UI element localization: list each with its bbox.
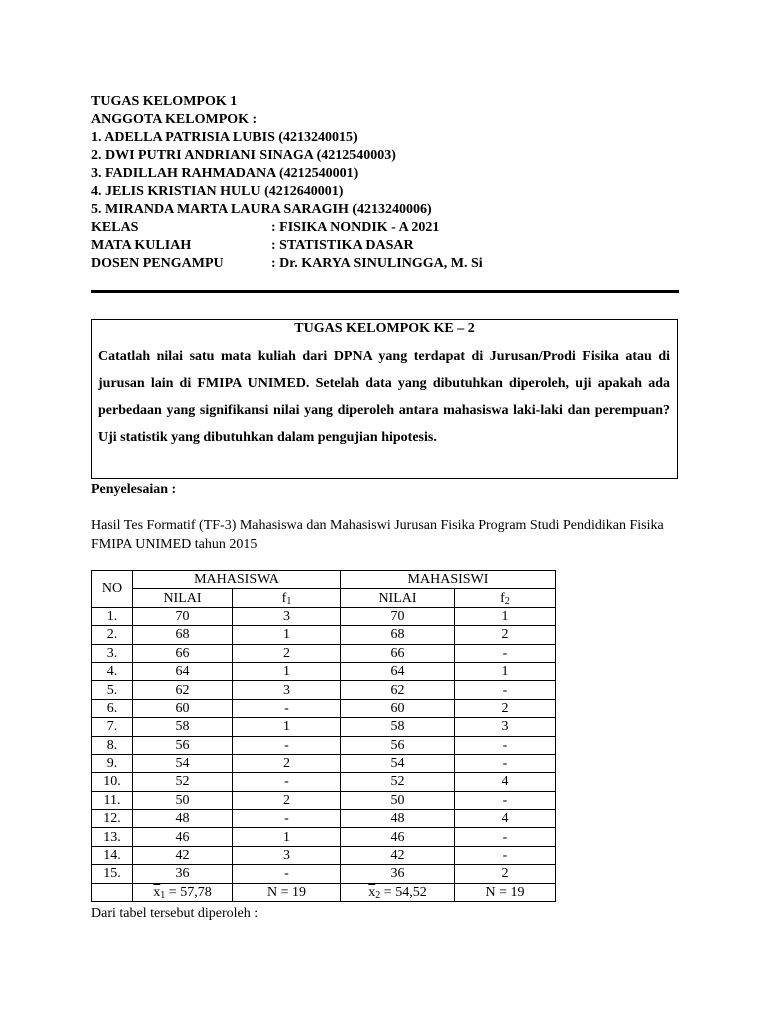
task-body: Catatlah nilai satu mata kuliah dari DPNA yang terdapat di Jurusan/Prodi Fisika atau di jurusan lain di FMIPA UNIMED. Setelah data yang dibutuhkan diperoleh, uji apakah ada perbedaan yang signifikansi nilai yang diperoleh antara mahasiswa laki-laki dan perempuan? Uji statistik yang dibutuhkan dalam pengujian hipotesis. — [98, 349, 670, 445]
nilai-2: 52 — [341, 773, 455, 791]
freq-2: - — [455, 754, 556, 772]
table-row — [92, 662, 556, 680]
f2-subscript: 2 — [504, 595, 510, 607]
info-row-dosen — [91, 255, 681, 273]
freq-1: 3 — [233, 607, 341, 625]
header-no: NO — [92, 571, 133, 608]
table-row — [92, 773, 556, 791]
row-no: 11. — [92, 791, 133, 809]
freq-1: - — [233, 810, 341, 828]
freq-2: 1 — [455, 662, 556, 680]
n-2: N = 19 — [455, 883, 556, 901]
mean-symbol: $\overline{x}$ — [368, 884, 376, 900]
freq-1: 1 — [233, 626, 341, 644]
summary-empty — [92, 883, 133, 901]
nilai-1: 66 — [133, 644, 233, 662]
freq-1: 2 — [233, 791, 341, 809]
task-box — [91, 319, 678, 479]
nilai-1: 54 — [133, 754, 233, 772]
row-no: 2. — [92, 626, 133, 644]
info-row-mata-kuliah — [91, 237, 681, 255]
row-no: 9. — [92, 754, 133, 772]
row-no: 13. — [92, 828, 133, 846]
freq-2: - — [455, 644, 556, 662]
freq-2: 1 — [455, 607, 556, 625]
table-row — [92, 828, 556, 846]
table-row — [92, 754, 556, 772]
table-header-row — [92, 571, 556, 589]
freq-2: - — [455, 791, 556, 809]
freq-2: - — [455, 736, 556, 754]
freq-1: 3 — [233, 681, 341, 699]
table-row — [92, 607, 556, 625]
table-row — [92, 718, 556, 736]
score-table — [91, 570, 556, 902]
freq-1: 1 — [233, 718, 341, 736]
header-mahasiswa: MAHASISWA — [133, 571, 341, 589]
freq-1: 2 — [233, 644, 341, 662]
nilai-2: 50 — [341, 791, 455, 809]
info-key: KELAS — [91, 220, 139, 235]
info-value: : FISIKA NONDIK - A 2021 — [271, 220, 440, 235]
row-no: 4. — [92, 662, 133, 680]
table-row — [92, 791, 556, 809]
member-item: 5. MIRANDA MARTA LAURA SARAGIH (4213240006) — [91, 202, 432, 217]
f-label: f — [281, 590, 287, 606]
freq-2: - — [455, 828, 556, 846]
table-body — [92, 607, 556, 883]
header-mahasiswi: MAHASISWI — [341, 571, 556, 589]
row-no: 5. — [92, 681, 133, 699]
info-value: : Dr. KARYA SINULINGGA, M. Si — [271, 256, 483, 271]
freq-2: 4 — [455, 810, 556, 828]
nilai-2: 64 — [341, 662, 455, 680]
info-value: : STATISTIKA DASAR — [271, 238, 414, 253]
freq-2: 4 — [455, 773, 556, 791]
nilai-2: 66 — [341, 644, 455, 662]
mean-1-value: = 57,78 — [165, 884, 212, 900]
table-row — [92, 626, 556, 644]
members-label: ANGGOTA KELOMPOK : — [91, 112, 258, 127]
header-f1 — [233, 589, 341, 607]
nilai-1: 64 — [133, 662, 233, 680]
table-subheader-row — [92, 589, 556, 607]
freq-1: - — [233, 699, 341, 717]
nilai-2: 58 — [341, 718, 455, 736]
nilai-2: 42 — [341, 846, 455, 864]
nilai-2: 70 — [341, 607, 455, 625]
nilai-1: 62 — [133, 681, 233, 699]
member-item: 3. FADILLAH RAHMADANA (4212540001) — [91, 166, 359, 181]
row-no: 14. — [92, 846, 133, 864]
nilai-1: 70 — [133, 607, 233, 625]
nilai-2: 36 — [341, 865, 455, 883]
mean-1-subscript: 1 — [160, 889, 166, 901]
table-caption: Hasil Tes Formatif (TF-3) Mahasiswa dan Mahasiswi Jurusan Fisika Program Studi Pendidikan Fisika FMIPA UNIMED tahun 2015 — [91, 518, 664, 552]
member-item: 1. ADELLA PATRISIA LUBIS (4213240015) — [91, 130, 358, 145]
table-row — [92, 699, 556, 717]
freq-2: - — [455, 846, 556, 864]
header-nilai-2: NILAI — [341, 589, 455, 607]
freq-2: 2 — [455, 699, 556, 717]
mean-symbol: $\overline{x}$ — [153, 884, 161, 900]
freq-1: 1 — [233, 662, 341, 680]
freq-1: 1 — [233, 828, 341, 846]
freq-1: - — [233, 736, 341, 754]
freq-1: 3 — [233, 846, 341, 864]
freq-1: - — [233, 865, 341, 883]
document-header — [91, 93, 681, 273]
nilai-2: 60 — [341, 699, 455, 717]
info-key: DOSEN PENGAMPU — [91, 256, 224, 271]
solution-label: Penyelesaian : — [91, 482, 177, 497]
row-no: 8. — [92, 736, 133, 754]
nilai-1: 50 — [133, 791, 233, 809]
nilai-1: 36 — [133, 865, 233, 883]
task-title: TUGAS KELOMPOK KE – 2 — [294, 321, 475, 336]
nilai-1: 42 — [133, 846, 233, 864]
document-title: TUGAS KELOMPOK 1 — [91, 94, 238, 109]
header-nilai-1: NILAI — [133, 589, 233, 607]
f1-subscript: 1 — [286, 595, 292, 607]
row-no: 7. — [92, 718, 133, 736]
table-row — [92, 681, 556, 699]
table-row — [92, 644, 556, 662]
row-no: 3. — [92, 644, 133, 662]
nilai-2: 48 — [341, 810, 455, 828]
nilai-1: 48 — [133, 810, 233, 828]
table-summary-row — [92, 883, 556, 901]
freq-2: 3 — [455, 718, 556, 736]
nilai-1: 46 — [133, 828, 233, 846]
nilai-2: 62 — [341, 681, 455, 699]
table-row — [92, 736, 556, 754]
row-no: 6. — [92, 699, 133, 717]
member-item: 2. DWI PUTRI ANDRIANI SINAGA (4212540003) — [91, 148, 396, 163]
nilai-2: 54 — [341, 754, 455, 772]
freq-2: 2 — [455, 626, 556, 644]
f-label: f — [500, 590, 505, 606]
nilai-2: 46 — [341, 828, 455, 846]
member-item: 4. JELIS KRISTIAN HULU (4212640001) — [91, 184, 344, 199]
row-no: 12. — [92, 810, 133, 828]
nilai-1: 58 — [133, 718, 233, 736]
row-no: 1. — [92, 607, 133, 625]
table-row — [92, 810, 556, 828]
freq-2: 2 — [455, 865, 556, 883]
header-f2 — [455, 589, 556, 607]
nilai-1: 68 — [133, 626, 233, 644]
info-key: MATA KULIAH — [91, 238, 192, 253]
table-row — [92, 846, 556, 864]
freq-1: - — [233, 773, 341, 791]
footer-text: Dari tabel tersebut diperoleh : — [91, 906, 259, 921]
table-row — [92, 865, 556, 883]
mean-2-subscript: 2 — [375, 889, 381, 901]
info-row-kelas — [91, 219, 681, 237]
freq-2: - — [455, 681, 556, 699]
n-1: N = 19 — [233, 883, 341, 901]
row-no: 10. — [92, 773, 133, 791]
mean-2 — [341, 883, 455, 901]
nilai-1: 60 — [133, 699, 233, 717]
nilai-1: 56 — [133, 736, 233, 754]
row-no: 15. — [92, 865, 133, 883]
mean-2-value: = 54,52 — [380, 884, 427, 900]
nilai-1: 52 — [133, 773, 233, 791]
freq-1: 2 — [233, 754, 341, 772]
nilai-2: 56 — [341, 736, 455, 754]
mean-1 — [133, 883, 233, 901]
nilai-2: 68 — [341, 626, 455, 644]
horizontal-rule — [91, 290, 679, 293]
